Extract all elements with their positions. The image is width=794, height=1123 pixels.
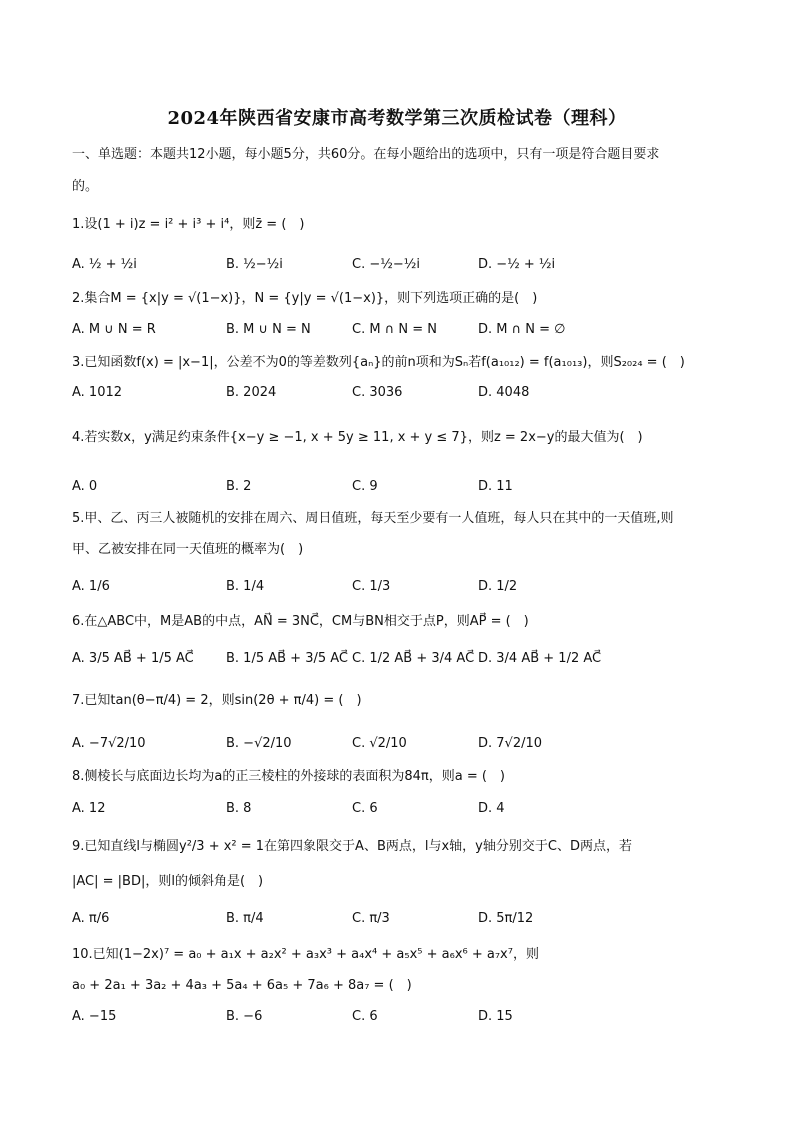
question-6-option-b: B. 1/5 AB⃗ + 3/5 AC⃗ [226,651,349,666]
question-1-option-a: A. ½ + ½i [72,257,137,272]
question-8-option-b: B. 8 [226,801,252,816]
question-9-text: 9.已知直线l与椭圆y²/3 + x² = 1在第四象限交于A、B两点，l与x轴，y轴分别交于C、D两点，若 [72,839,632,854]
question-10-option-c: C. 6 [352,1009,378,1024]
section-instructions-cont: 的。 [72,179,99,194]
question-10-text-cont: a₀ + 2a₁ + 3a₂ + 4a₃ + 5a₄ + 6a₅ + 7a₆ + 8a₇ = ( ) [72,978,412,993]
question-9-text-cont: |AC| = |BD|，则l的倾斜角是( ) [72,874,264,889]
question-5-option-c: C. 1/3 [352,579,391,594]
question-3-option-a: A. 1012 [72,385,123,400]
question-8-option-a: A. 12 [72,801,106,816]
question-7-option-c: C. √2/10 [352,736,407,751]
question-5-option-a: A. 1/6 [72,579,110,594]
question-5-text: 5.甲、乙、丙三人被随机的安排在周六、周日值班，每天至少要有一人值班，每人只在其中的一天值班,则 [72,511,674,526]
question-7-text: 7.已知tan(θ−π/4) = 2，则sin(2θ + π/4) = ( ) [72,693,362,708]
question-10-text: 10.已知(1−2x)⁷ = a₀ + a₁x + a₂x² + a₃x³ + a₄x⁴ + a₅x⁵ + a₆x⁶ + a₇x⁷，则 [72,947,539,962]
question-7-option-b: B. −√2/10 [226,736,292,751]
question-1-option-b: B. ½−½i [226,257,283,272]
question-3-text: 3.已知函数f(x) = |x−1|，公差不为0的等差数列{aₙ}的前n项和为Sₙ若f(a₁₀₁₂) = f(a₁₀₁₃)，则S₂₀₂₄ = ( ) [72,355,685,370]
question-1-option-d: D. −½ + ½i [478,257,556,272]
question-4-option-c: C. 9 [352,479,378,494]
question-3-option-c: C. 3036 [352,385,403,400]
question-6-text: 6.在△ABC中，M是AB的中点，AN⃗ = 3NC⃗，CM与BN相交于点P，则AP⃗ = ( ) [72,614,529,629]
question-6-option-d: D. 3/4 AB⃗ + 1/2 AC⃗ [478,651,602,666]
question-9-option-c: C. π/3 [352,911,390,926]
section-instructions: 一、单选题：本题共12小题，每小题5分，共60分。在每小题给出的选项中，只有一项是符合题目要求 [72,147,660,162]
question-2-option-a: A. M ∪ N = R [72,322,156,337]
question-2-option-b: B. M ∪ N = N [226,322,311,337]
question-2-text: 2.集合M = {x|y = √(1−x)}，N = {y|y = √(1−x)}，则下列选项正确的是( ) [72,291,538,306]
question-9-option-b: B. π/4 [226,911,264,926]
question-8-option-c: C. 6 [352,801,378,816]
question-3-option-b: B. 2024 [226,385,277,400]
question-4-option-b: B. 2 [226,479,252,494]
question-3-option-d: D. 4048 [478,385,530,400]
question-1-option-c: C. −½−½i [352,257,420,272]
question-5-option-b: B. 1/4 [226,579,265,594]
question-2-option-c: C. M ∩ N = N [352,322,437,337]
question-5-text-cont: 甲、乙被安排在同一天值班的概率为( ) [72,542,304,557]
question-5-option-d: D. 1/2 [478,579,518,594]
question-2-option-d: D. M ∩ N = ∅ [478,322,566,337]
question-4-option-a: A. 0 [72,479,98,494]
question-10-option-b: B. −6 [226,1009,263,1024]
question-7-option-a: A. −7√2/10 [72,736,146,751]
question-8-text: 8.侧棱长与底面边长均为a的正三棱柱的外接球的表面积为84π，则a = ( ) [72,769,506,784]
question-6-option-a: A. 3/5 AB⃗ + 1/5 AC⃗ [72,651,194,666]
question-9-option-d: D. 5π/12 [478,911,534,926]
question-7-option-d: D. 7√2/10 [478,736,543,751]
question-4-text: 4.若实数x，y满足约束条件{x−y ≥ −1, x + 5y ≥ 11, x + y ≤ 7}，则z = 2x−y的最大值为( ) [72,430,643,445]
question-10-option-a: A. −15 [72,1009,117,1024]
question-10-option-d: D. 15 [478,1009,513,1024]
question-4-option-d: D. 11 [478,479,513,494]
question-9-option-a: A. π/6 [72,911,110,926]
question-6-option-c: C. 1/2 AB⃗ + 3/4 AC⃗ [352,651,475,666]
question-8-option-d: D. 4 [478,801,505,816]
question-1-text: 1.设(1 + i)z = i² + i³ + i⁴，则z̄ = ( ) [72,217,305,232]
page-title: 2024年陕西省安康市高考数学第三次质检试卷（理科） [167,108,627,129]
